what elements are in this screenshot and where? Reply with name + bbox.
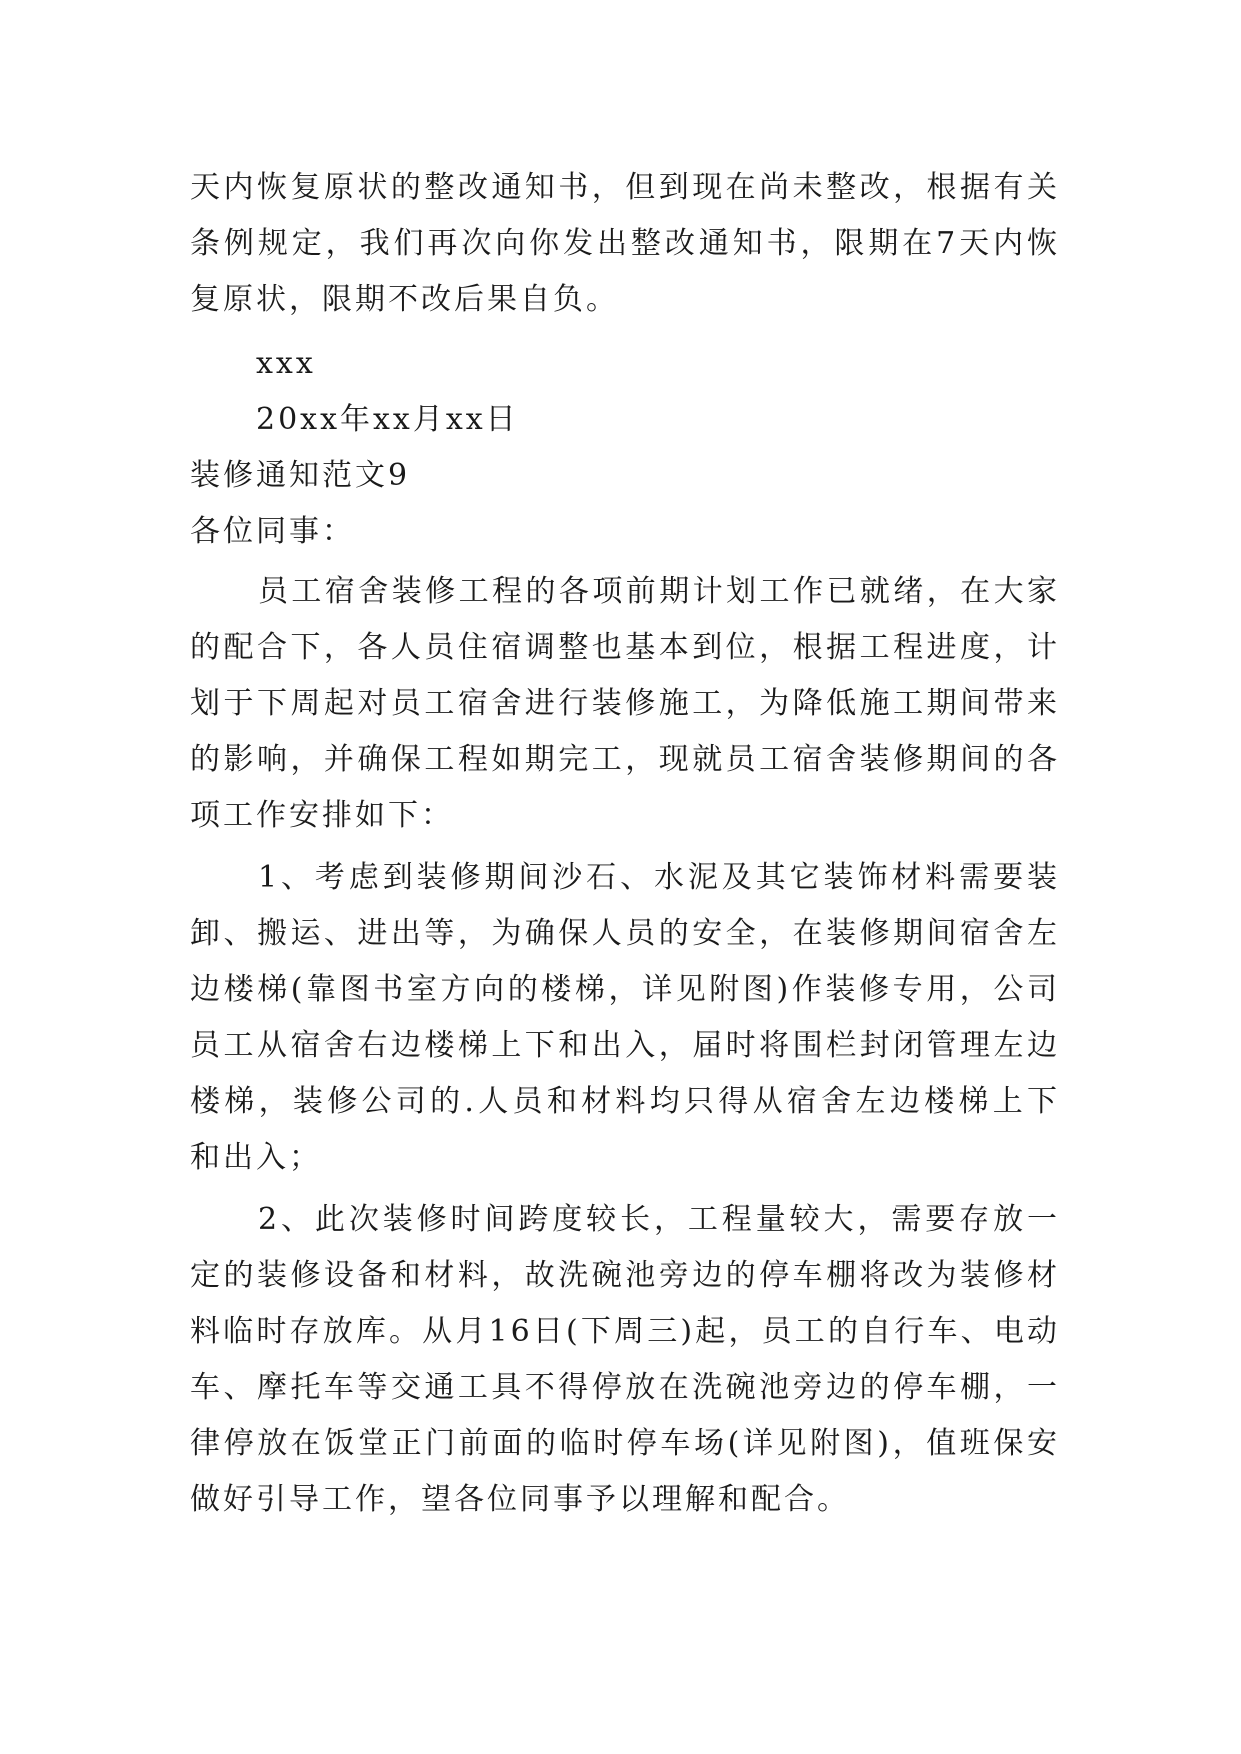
signature-date: 20xx年xx月xx日 bbox=[256, 402, 519, 437]
previous-notice-body: 天内恢复原状的整改通知书，但到现在尚未整改，根据有关条例规定，我们再次向你发出整改通知书，限期在7天内恢复原状，限期不改后果自负。 bbox=[190, 170, 1060, 317]
intro-paragraph: 员工宿舍装修工程的各项前期计划工作已就绪，在大家的配合下，各人员住宿调整也基本到位，根据工程进度，计划于下周起对员工宿舍进行装修施工，为降低施工期间带来的影响，并确保工程如期完工，现就员工宿舍装修期间的各项工作安排如下： bbox=[190, 574, 1060, 833]
item-1-paragraph: 1、考虑到装修期间沙石、水泥及其它装饰材料需要装卸、搬运、进出等，为确保人员的安全，在装修期间宿舍左边楼梯(靠图书室方向的楼梯，详见附图)作装修专用，公司员工从宿舍右边楼梯上下和出入，届时将围栏封闭管理左边楼梯，装修公司的.人员和材料均只得从宿舍左边楼梯上下和出入； bbox=[190, 860, 1060, 1175]
section-title: 装修通知范文9 bbox=[190, 458, 411, 493]
salutation: 各位同事： bbox=[190, 514, 355, 549]
signer: xxx bbox=[256, 346, 316, 381]
document-page bbox=[190, 160, 1060, 1528]
item-2-paragraph: 2、此次装修时间跨度较长，工程量较大，需要存放一定的装修设备和材料，故洗碗池旁边的停车棚将改为装修材料临时存放库。从月16日(下周三)起，员工的自行车、电动车、摩托车等交通工具不得停放在洗碗池旁边的停车棚，一律停放在饭堂正门前面的临时停车场(详见附图)，值班保安做好引导工作，望各位同事予以理解和配合。 bbox=[190, 1202, 1060, 1517]
